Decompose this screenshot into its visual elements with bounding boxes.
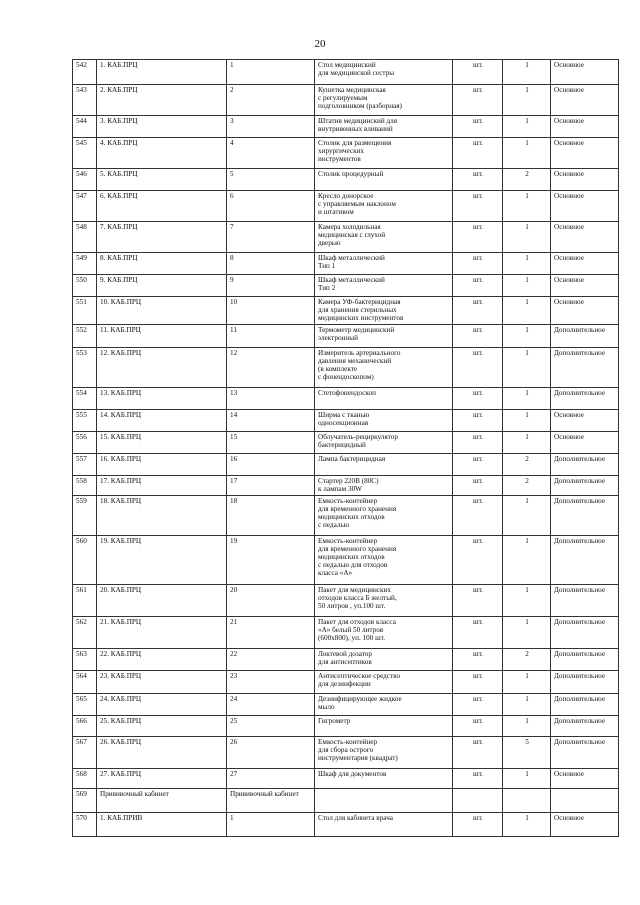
unit-cell: шт. — [453, 297, 503, 325]
position-number-cell: 10 — [227, 297, 315, 325]
unit-cell: шт. — [453, 736, 503, 768]
table-row — [73, 431, 619, 453]
position-number-cell: 19 — [227, 535, 315, 584]
row-number-cell: 555 — [73, 409, 97, 431]
equipment-name-cell: Дезинфицирующее жидкое мыло — [315, 693, 453, 715]
quantity-cell: 2 — [503, 169, 551, 191]
row-number-cell: 561 — [73, 584, 97, 616]
equipment-type-cell: Основное — [551, 85, 619, 116]
equipment-name-cell: Емкость-контейнер для сбора острого инструментария (квадрат) — [315, 736, 453, 768]
table-row — [73, 253, 619, 275]
quantity-cell: 1 — [503, 768, 551, 788]
table-row — [73, 584, 619, 616]
quantity-cell: 1 — [503, 495, 551, 535]
row-number-cell: 568 — [73, 768, 97, 788]
equipment-table — [72, 59, 619, 837]
row-number-cell: 560 — [73, 535, 97, 584]
table-row — [73, 387, 619, 409]
equipment-code-cell: 16. КАБ.ПРЦ — [97, 453, 227, 475]
quantity-cell: 1 — [503, 693, 551, 715]
table-row — [73, 60, 619, 85]
equipment-name-cell: Антисептическое средство для дезинфекции — [315, 670, 453, 693]
unit-cell: шт. — [453, 648, 503, 670]
position-number-cell: 21 — [227, 616, 315, 648]
equipment-name-cell: Кресло донорское с управляемым наклоном и штативом — [315, 191, 453, 222]
row-number-cell: 554 — [73, 387, 97, 409]
row-number-cell: 553 — [73, 347, 97, 387]
unit-cell: шт. — [453, 535, 503, 584]
equipment-name-cell: Пакет для медицинских отходов класса Б желтый, 50 литров , уп.100 шт. — [315, 584, 453, 616]
position-number-cell: 3 — [227, 116, 315, 138]
row-number-cell: 545 — [73, 138, 97, 169]
equipment-code-cell: 27. КАБ.ПРЦ — [97, 768, 227, 788]
equipment-code-cell: 12. КАБ.ПРЦ — [97, 347, 227, 387]
table-row — [73, 812, 619, 836]
quantity-cell: 1 — [503, 409, 551, 431]
unit-cell: шт. — [453, 60, 503, 85]
equipment-name-cell: Термометр медицинский электронный — [315, 324, 453, 347]
table-row — [73, 85, 619, 116]
equipment-name-cell: Ширма с тканью односекционная — [315, 409, 453, 431]
unit-cell: шт. — [453, 222, 503, 253]
position-number-cell: 24 — [227, 693, 315, 715]
unit-cell: шт. — [453, 670, 503, 693]
table-row — [73, 191, 619, 222]
equipment-type-cell: Дополнительное — [551, 453, 619, 475]
row-number-cell: 546 — [73, 169, 97, 191]
position-number-cell: 6 — [227, 191, 315, 222]
row-number-cell: 569 — [73, 788, 97, 812]
equipment-type-cell: Дополнительное — [551, 616, 619, 648]
quantity-cell: 1 — [503, 584, 551, 616]
equipment-code-cell: 3. КАБ.ПРЦ — [97, 116, 227, 138]
position-number-cell: 23 — [227, 670, 315, 693]
quantity-cell: 1 — [503, 116, 551, 138]
equipment-type-cell: Дополнительное — [551, 736, 619, 768]
equipment-type-cell: Основное — [551, 60, 619, 85]
table-row — [73, 116, 619, 138]
quantity-cell: 1 — [503, 616, 551, 648]
equipment-type-cell: Основное — [551, 253, 619, 275]
equipment-type-cell: Дополнительное — [551, 495, 619, 535]
unit-cell: шт. — [453, 431, 503, 453]
equipment-code-cell: 26. КАБ.ПРЦ — [97, 736, 227, 768]
quantity-cell: 1 — [503, 275, 551, 297]
equipment-code-cell: 21. КАБ.ПРЦ — [97, 616, 227, 648]
equipment-name-cell: Локтевой дозатор для антисептиков — [315, 648, 453, 670]
equipment-code-cell: 17. КАБ.ПРЦ — [97, 475, 227, 495]
equipment-code-cell: 24. КАБ.ПРЦ — [97, 693, 227, 715]
equipment-name-cell: Емкость-контейнер для временного хранения медицинских отходов с педалью — [315, 495, 453, 535]
equipment-type-cell — [551, 788, 619, 812]
row-number-cell: 542 — [73, 60, 97, 85]
equipment-code-cell: 18. КАБ.ПРЦ — [97, 495, 227, 535]
row-number-cell: 570 — [73, 812, 97, 836]
table-row — [73, 409, 619, 431]
quantity-cell: 1 — [503, 535, 551, 584]
row-number-cell: 565 — [73, 693, 97, 715]
equipment-type-cell: Основное — [551, 116, 619, 138]
position-number-cell: 15 — [227, 431, 315, 453]
equipment-code-cell: 20. КАБ.ПРЦ — [97, 584, 227, 616]
unit-cell — [453, 788, 503, 812]
unit-cell: шт. — [453, 324, 503, 347]
table-row — [73, 535, 619, 584]
table-row — [73, 768, 619, 788]
table-row — [73, 297, 619, 325]
quantity-cell: 5 — [503, 736, 551, 768]
quantity-cell: 1 — [503, 715, 551, 736]
table-row — [73, 324, 619, 347]
unit-cell: шт. — [453, 768, 503, 788]
row-number-cell: 558 — [73, 475, 97, 495]
table-row — [73, 275, 619, 297]
quantity-cell: 1 — [503, 297, 551, 325]
equipment-name-cell: Пакет для отходов класса «А» белый 50 литров (600х800), уп. 100 шт. — [315, 616, 453, 648]
row-number-cell: 550 — [73, 275, 97, 297]
equipment-type-cell: Дополнительное — [551, 324, 619, 347]
position-number-cell: 17 — [227, 475, 315, 495]
equipment-type-cell: Дополнительное — [551, 648, 619, 670]
row-number-cell: 566 — [73, 715, 97, 736]
position-number-cell: 25 — [227, 715, 315, 736]
table-row — [73, 138, 619, 169]
equipment-code-cell: 15. КАБ.ПРЦ — [97, 431, 227, 453]
equipment-code-cell: 1. КАБ.ПРЦ — [97, 60, 227, 85]
equipment-code-cell: 4. КАБ.ПРЦ — [97, 138, 227, 169]
equipment-type-cell: Основное — [551, 191, 619, 222]
table-row — [73, 670, 619, 693]
equipment-name-cell: Столик процедурный — [315, 169, 453, 191]
equipment-type-cell: Дополнительное — [551, 535, 619, 584]
row-number-cell: 544 — [73, 116, 97, 138]
equipment-name-cell: Шкаф для документов — [315, 768, 453, 788]
unit-cell: шт. — [453, 495, 503, 535]
equipment-name-cell: Камера УФ-бактерицидная для хранения стерильных медицинских инструментов — [315, 297, 453, 325]
quantity-cell: 1 — [503, 191, 551, 222]
equipment-type-cell: Основное — [551, 768, 619, 788]
equipment-code-cell: 8. КАБ.ПРЦ — [97, 253, 227, 275]
unit-cell: шт. — [453, 169, 503, 191]
equipment-name-cell: Штатив медицинский для внутривенных вливаний — [315, 116, 453, 138]
equipment-code-cell: 22. КАБ.ПРЦ — [97, 648, 227, 670]
position-number-cell: 18 — [227, 495, 315, 535]
position-number-cell: 20 — [227, 584, 315, 616]
quantity-cell: 1 — [503, 253, 551, 275]
equipment-type-cell: Дополнительное — [551, 387, 619, 409]
equipment-name-cell: Емкость-контейнер для временного хранения медицинских отходов с педалью для отходов класса «А» — [315, 535, 453, 584]
table-row — [73, 788, 619, 812]
equipment-name-cell: Шкаф металлический Тип 1 — [315, 253, 453, 275]
position-number-cell: 1 — [227, 60, 315, 85]
equipment-code-cell: 11. КАБ.ПРЦ — [97, 324, 227, 347]
table-row — [73, 453, 619, 475]
equipment-type-cell: Основное — [551, 275, 619, 297]
equipment-name-cell: Стетофонендоскоп — [315, 387, 453, 409]
position-number-cell: 9 — [227, 275, 315, 297]
equipment-code-cell: 19. КАБ.ПРЦ — [97, 535, 227, 584]
equipment-code-cell: 23. КАБ.ПРЦ — [97, 670, 227, 693]
quantity-cell: 1 — [503, 85, 551, 116]
quantity-cell: 2 — [503, 648, 551, 670]
equipment-name-cell: Стартер 220В (80С) к лампам 30W — [315, 475, 453, 495]
equipment-type-cell: Дополнительное — [551, 475, 619, 495]
unit-cell: шт. — [453, 409, 503, 431]
equipment-code-cell: 25. КАБ.ПРЦ — [97, 715, 227, 736]
table-row — [73, 616, 619, 648]
unit-cell: шт. — [453, 116, 503, 138]
quantity-cell: 1 — [503, 324, 551, 347]
row-number-cell: 551 — [73, 297, 97, 325]
quantity-cell: 1 — [503, 812, 551, 836]
equipment-type-cell: Основное — [551, 138, 619, 169]
table-row — [73, 693, 619, 715]
equipment-type-cell: Основное — [551, 409, 619, 431]
equipment-type-cell: Дополнительное — [551, 347, 619, 387]
quantity-cell: 1 — [503, 431, 551, 453]
quantity-cell — [503, 788, 551, 812]
equipment-name-cell: Облучатель-рециркулятор бактерицидный — [315, 431, 453, 453]
row-number-cell: 563 — [73, 648, 97, 670]
equipment-code-cell: 13. КАБ.ПРЦ — [97, 387, 227, 409]
table-row — [73, 222, 619, 253]
equipment-name-cell: Лампа бактерицидная — [315, 453, 453, 475]
quantity-cell: 1 — [503, 670, 551, 693]
table-row — [73, 169, 619, 191]
equipment-type-cell: Основное — [551, 169, 619, 191]
equipment-name-cell: Камера холодильная медицинская с глухой дверью — [315, 222, 453, 253]
quantity-cell: 1 — [503, 222, 551, 253]
table-row — [73, 495, 619, 535]
row-number-cell: 548 — [73, 222, 97, 253]
row-number-cell: 543 — [73, 85, 97, 116]
equipment-name-cell: Стол для кабинета врача — [315, 812, 453, 836]
position-number-cell: 27 — [227, 768, 315, 788]
quantity-cell: 1 — [503, 347, 551, 387]
position-number-cell: 2 — [227, 85, 315, 116]
unit-cell: шт. — [453, 616, 503, 648]
equipment-code-cell: 14. КАБ.ПРЦ — [97, 409, 227, 431]
equipment-name-cell: Столик для размещения хирургических инструментов — [315, 138, 453, 169]
equipment-type-cell: Основное — [551, 297, 619, 325]
row-number-cell: 557 — [73, 453, 97, 475]
unit-cell: шт. — [453, 275, 503, 297]
row-number-cell: 549 — [73, 253, 97, 275]
unit-cell: шт. — [453, 85, 503, 116]
row-number-cell: 562 — [73, 616, 97, 648]
quantity-cell: 1 — [503, 387, 551, 409]
position-number-cell: 22 — [227, 648, 315, 670]
row-number-cell: 552 — [73, 324, 97, 347]
table-row — [73, 736, 619, 768]
equipment-type-cell: Основное — [551, 222, 619, 253]
row-number-cell: 559 — [73, 495, 97, 535]
equipment-code-cell: 1. КАБ.ПРИВ — [97, 812, 227, 836]
equipment-name-cell: Гигрометр — [315, 715, 453, 736]
quantity-cell: 1 — [503, 60, 551, 85]
position-number-cell: 1 — [227, 812, 315, 836]
table-row — [73, 475, 619, 495]
position-number-cell: 8 — [227, 253, 315, 275]
equipment-code-cell: 7. КАБ.ПРЦ — [97, 222, 227, 253]
position-number-cell: 11 — [227, 324, 315, 347]
unit-cell: шт. — [453, 475, 503, 495]
equipment-name-cell: Измеритель артериального давления механический (в комплекте с фонендоскопом) — [315, 347, 453, 387]
quantity-cell: 1 — [503, 138, 551, 169]
position-number-cell: 12 — [227, 347, 315, 387]
unit-cell: шт. — [453, 191, 503, 222]
equipment-type-cell: Основное — [551, 431, 619, 453]
unit-cell: шт. — [453, 584, 503, 616]
position-number-cell: 14 — [227, 409, 315, 431]
quantity-cell: 2 — [503, 475, 551, 495]
unit-cell: шт. — [453, 693, 503, 715]
row-number-cell: 567 — [73, 736, 97, 768]
position-number-cell: 4 — [227, 138, 315, 169]
unit-cell: шт. — [453, 453, 503, 475]
unit-cell: шт. — [453, 387, 503, 409]
equipment-type-cell: Дополнительное — [551, 693, 619, 715]
equipment-code-cell: 6. КАБ.ПРЦ — [97, 191, 227, 222]
unit-cell: шт. — [453, 812, 503, 836]
row-number-cell: 564 — [73, 670, 97, 693]
equipment-name-cell: Стол медицинский для медицинской сестры — [315, 60, 453, 85]
table-row — [73, 347, 619, 387]
position-number-cell: 26 — [227, 736, 315, 768]
position-number-cell: Прививочный кабинет — [227, 788, 315, 812]
row-number-cell: 556 — [73, 431, 97, 453]
table-row — [73, 715, 619, 736]
unit-cell: шт. — [453, 715, 503, 736]
position-number-cell: 16 — [227, 453, 315, 475]
equipment-type-cell: Дополнительное — [551, 670, 619, 693]
equipment-code-cell: Прививочный кабинет — [97, 788, 227, 812]
unit-cell: шт. — [453, 138, 503, 169]
position-number-cell: 13 — [227, 387, 315, 409]
equipment-type-cell: Дополнительное — [551, 715, 619, 736]
equipment-type-cell: Основное — [551, 812, 619, 836]
position-number-cell: 7 — [227, 222, 315, 253]
page-number: 20 — [314, 38, 326, 50]
equipment-name-cell: Кушетка медицинская с регулируемым подголовником (разборная) — [315, 85, 453, 116]
unit-cell: шт. — [453, 347, 503, 387]
quantity-cell: 2 — [503, 453, 551, 475]
table-row — [73, 648, 619, 670]
equipment-code-cell: 9. КАБ.ПРЦ — [97, 275, 227, 297]
equipment-name-cell — [315, 788, 453, 812]
equipment-name-cell: Шкаф металлический Тип 2 — [315, 275, 453, 297]
equipment-code-cell: 10. КАБ.ПРЦ — [97, 297, 227, 325]
unit-cell: шт. — [453, 253, 503, 275]
equipment-code-cell: 5. КАБ.ПРЦ — [97, 169, 227, 191]
equipment-code-cell: 2. КАБ.ПРЦ — [97, 85, 227, 116]
equipment-type-cell: Дополнительное — [551, 584, 619, 616]
position-number-cell: 5 — [227, 169, 315, 191]
row-number-cell: 547 — [73, 191, 97, 222]
